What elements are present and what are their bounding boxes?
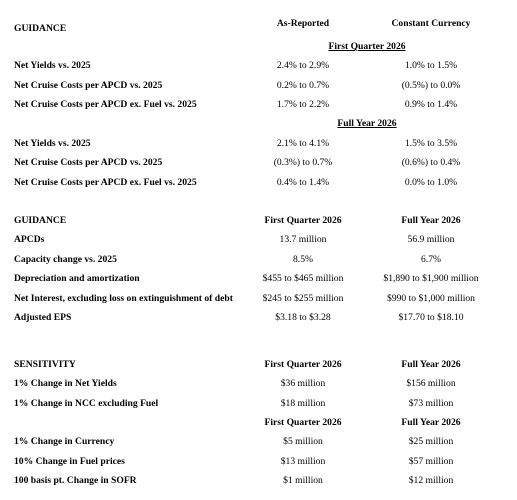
as-reported-value: 0.4% to 1.4% <box>276 177 330 188</box>
first-quarter-value: $3.18 to $3.28 <box>275 312 331 323</box>
first-quarter-value: $13 million <box>280 456 326 467</box>
as-reported-value: 2.1% to 4.1% <box>276 138 330 149</box>
col-header-as-reported: As-Reported <box>276 18 330 29</box>
row-label: Depreciation and amortization <box>14 273 140 284</box>
col-header-full-year: Full Year 2026 <box>401 215 461 226</box>
first-quarter-value: 8.5% <box>293 254 313 265</box>
as-reported-value: (0.3%) to 0.7% <box>273 157 333 168</box>
row-label: 1% Change in Currency <box>14 436 115 447</box>
full-year-value: $1,890 to $1,900 million <box>383 273 479 284</box>
row-label: Net Cruise Costs per APCD vs. 2025 <box>14 80 163 91</box>
full-year-value: $156 million <box>406 378 456 389</box>
row-label: 10% Change in Fuel prices <box>14 456 125 467</box>
sensitivity-title: SENSITIVITY <box>14 359 76 370</box>
row-label: APCDs <box>14 234 45 245</box>
row-label: 100 basis pt. Change in SOFR <box>14 475 137 486</box>
col-header-full-year: Full Year 2026 <box>401 417 461 428</box>
as-reported-value: 2.4% to 2.9% <box>276 60 330 71</box>
first-quarter-value: $36 million <box>280 378 326 389</box>
as-reported-value: 0.2% to 0.7% <box>276 80 330 91</box>
constant-currency-value: (0.5%) to 0.0% <box>401 80 461 91</box>
first-quarter-value: $18 million <box>280 398 326 409</box>
col-header-first-quarter: First Quarter 2026 <box>264 359 342 370</box>
first-quarter-value: $245 to $255 million <box>262 293 344 304</box>
guidance-title: GUIDANCE <box>14 215 67 226</box>
first-quarter-value: $5 million <box>283 436 323 447</box>
constant-currency-value: (0.6%) to 0.4% <box>401 157 461 168</box>
guidance-title: GUIDANCE <box>14 23 67 34</box>
col-header-constant-currency: Constant Currency <box>391 18 471 29</box>
row-label: Net Cruise Costs per APCD ex. Fuel vs. 2025 <box>14 177 197 188</box>
first-quarter-value: $455 to $465 million <box>262 273 344 284</box>
constant-currency-value: 0.9% to 1.4% <box>404 99 458 110</box>
full-year-value: $12 million <box>408 475 454 486</box>
row-label: Net Yields vs. 2025 <box>14 60 91 71</box>
section-heading-full-year: Full Year 2026 <box>337 118 397 129</box>
first-quarter-value: 13.7 million <box>279 234 327 245</box>
full-year-value: 6.7% <box>421 254 441 265</box>
full-year-value: $990 to $1,000 million <box>387 293 475 304</box>
row-label: 1% Change in NCC excluding Fuel <box>14 398 159 409</box>
constant-currency-value: 1.0% to 1.5% <box>404 60 458 71</box>
constant-currency-value: 1.5% to 3.5% <box>404 138 458 149</box>
first-quarter-value: $1 million <box>283 475 323 486</box>
row-label: 1% Change in Net Yields <box>14 378 117 389</box>
row-label: Net Yields vs. 2025 <box>14 138 91 149</box>
full-year-value: $73 million <box>408 398 454 409</box>
row-label: Net Interest, excluding loss on extinguishment of debt <box>14 293 233 304</box>
full-year-value: 56.9 million <box>407 234 455 245</box>
row-label: Net Cruise Costs per APCD vs. 2025 <box>14 157 163 168</box>
col-header-first-quarter: First Quarter 2026 <box>264 417 342 428</box>
row-label: Adjusted EPS <box>14 312 72 323</box>
constant-currency-value: 0.0% to 1.0% <box>404 177 458 188</box>
col-header-full-year: Full Year 2026 <box>401 359 461 370</box>
row-label: Capacity change vs. 2025 <box>14 254 117 265</box>
col-header-first-quarter: First Quarter 2026 <box>264 215 342 226</box>
full-year-value: $17.70 to $18.10 <box>398 312 464 323</box>
row-label: Net Cruise Costs per APCD ex. Fuel vs. 2025 <box>14 99 197 110</box>
as-reported-value: 1.7% to 2.2% <box>276 99 330 110</box>
full-year-value: $25 million <box>408 436 454 447</box>
full-year-value: $57 million <box>408 456 454 467</box>
section-heading-first-quarter: First Quarter 2026 <box>328 41 406 52</box>
